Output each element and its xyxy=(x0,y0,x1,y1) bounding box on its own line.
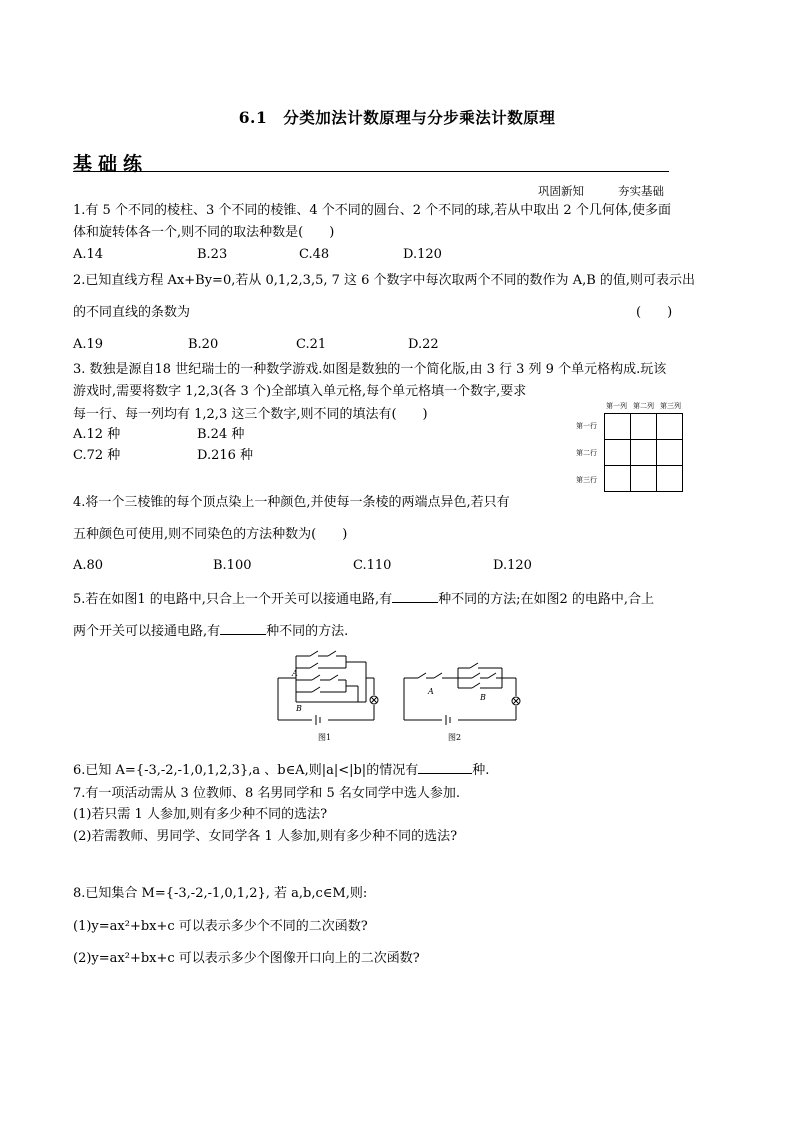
q7-part1: (1)若只需 1 人参加,则有多少种不同的选法? xyxy=(73,807,328,822)
grid-col-label-2: 第二列 xyxy=(633,402,654,410)
grid-cell xyxy=(605,414,631,440)
q1-option-b: B.23 xyxy=(197,247,228,262)
q2-stem-line1: 2.已知直线方程 Ax+By=0,若从 0,1,2,3,5, 7 这 6 个数字中每次取两个不同的数作为 A,B 的值,则可表示出 xyxy=(73,273,696,288)
grid-cell xyxy=(631,414,657,440)
q3-stem-line3: 每一行、每一列均有 1,2,3 这三个数字,则不同的填法有( ) xyxy=(73,407,428,422)
q5-blank-2 xyxy=(220,622,266,635)
q1-stem-line1: 1.有 5 个不同的棱柱、3 个不同的棱锥、4 个不同的圆台、2 个不同的球,若从中取出 2 个几何体,使多面 xyxy=(73,203,671,218)
q7-part2: (2)若需教师、男同学、女同学各 1 人参加,则有多少种不同的选法? xyxy=(73,829,458,844)
q5-stem-line2 xyxy=(73,622,348,640)
q1-option-a: A.14 xyxy=(73,247,104,262)
q5-blank-1 xyxy=(392,590,438,603)
q5-stem-line1-part1: 5.若在如图1 的电路中,只合上一个开关可以接通电路,有 xyxy=(73,592,393,607)
grid-cell xyxy=(631,440,657,466)
q1-option-d: D.120 xyxy=(403,247,442,262)
q2-option-a: A.19 xyxy=(73,337,104,352)
fig2-label-b: B xyxy=(480,693,486,702)
q3-stem-line2: 游戏时,需要将数字 1,2,3(各 3 个)全部填入单元格,每个单元格填一个数字,要求 xyxy=(73,384,527,399)
fig1-label-a: A xyxy=(292,669,298,678)
q8-stem: 8.已知集合 M={-3,-2,-1,0,1,2}, 若 a,b,c∈M,则: xyxy=(73,886,368,901)
grid-cell xyxy=(657,440,683,466)
q2-option-d: D.22 xyxy=(408,337,439,352)
circuit-figure-2 xyxy=(398,656,522,744)
grid-row-label-3: 第三行 xyxy=(576,476,597,484)
grid-row-label-2: 第二行 xyxy=(576,449,597,457)
q2-stem-line2: 的不同直线的条数为 xyxy=(73,305,191,320)
grid-cell xyxy=(631,466,657,492)
section-divider xyxy=(73,171,669,172)
fig1-caption: 图1 xyxy=(318,733,332,742)
grid-cell xyxy=(605,440,631,466)
q8-part2: (2)y=ax²+bx+c 可以表示多少个图像开口向上的二次函数? xyxy=(73,951,420,966)
q6-stem-part1: 6.已知 A={-3,-2,-1,0,1,2,3},a 、b∈A,则|a|<|b|的情况有 xyxy=(73,763,419,778)
q6-stem xyxy=(73,761,489,779)
grid-row-label-1: 第一行 xyxy=(576,422,597,430)
section-heading: 基础练 xyxy=(73,153,149,175)
q5-stem-line1-part2: 种不同的方法;在如图2 的电路中,合上 xyxy=(438,592,654,607)
q4-option-a: A.80 xyxy=(73,558,104,573)
q3-option-b: B.24 种 xyxy=(197,427,245,442)
tag-foundation: 夯实基础 xyxy=(618,184,664,198)
q4-stem-line1: 4.将一个三棱锥的每个顶点染上一种颜色,并使每一条棱的两端点异色,若只有 xyxy=(73,495,510,510)
q6-blank xyxy=(418,761,472,774)
q2-option-c: C.21 xyxy=(296,337,327,352)
q7-stem-line1: 7.有一项活动需从 3 位教师、8 名男同学和 5 名女同学中选人参加. xyxy=(73,786,461,801)
q5-stem-line1 xyxy=(73,590,654,608)
grid-col-label-1: 第一列 xyxy=(606,402,627,410)
fig2-caption: 图2 xyxy=(448,733,462,742)
q6-stem-part2: 种. xyxy=(472,763,490,778)
q5-stem-line2-part1: 两个开关可以接通电路,有 xyxy=(73,624,221,639)
fig1-label-b: B xyxy=(296,704,302,713)
q3-option-c: C.72 种 xyxy=(73,448,121,463)
q4-option-b: B.100 xyxy=(213,558,252,573)
grid-cell xyxy=(605,466,631,492)
q3-option-d: D.216 种 xyxy=(197,448,254,463)
q4-option-d: D.120 xyxy=(493,558,532,573)
q2-option-b: B.20 xyxy=(188,337,219,352)
q5-stem-line2-part2: 种不同的方法. xyxy=(266,624,349,639)
circuit-figure-1 xyxy=(270,648,382,744)
grid-cell xyxy=(657,466,683,492)
fig2-label-a: A xyxy=(428,687,434,696)
q3-stem-line1: 3. 数独是源自18 世纪瑞士的一种数学游戏.如图是数独的一个简化版,由 3 行 3 列 9 个单元格构成.玩该 xyxy=(73,362,667,377)
q1-option-c: C.48 xyxy=(299,247,330,262)
q4-option-c: C.110 xyxy=(353,558,392,573)
q1-stem-line2: 体和旋转体各一个,则不同的取法种数是( ) xyxy=(73,225,335,240)
sudoku-grid xyxy=(604,413,683,492)
q3-option-a: A.12 种 xyxy=(73,427,121,442)
page-title: 6.1 分类加法计数原理与分步乘法计数原理 xyxy=(238,108,556,127)
tag-consolidate: 巩固新知 xyxy=(538,184,584,198)
grid-col-label-3: 第三列 xyxy=(660,402,681,410)
q4-stem-line2: 五种颜色可使用,则不同染色的方法种数为( ) xyxy=(73,527,348,542)
grid-cell xyxy=(657,414,683,440)
q2-answer-paren: ( ) xyxy=(636,305,673,320)
q8-part1: (1)y=ax²+bx+c 可以表示多少个不同的二次函数? xyxy=(73,919,368,934)
